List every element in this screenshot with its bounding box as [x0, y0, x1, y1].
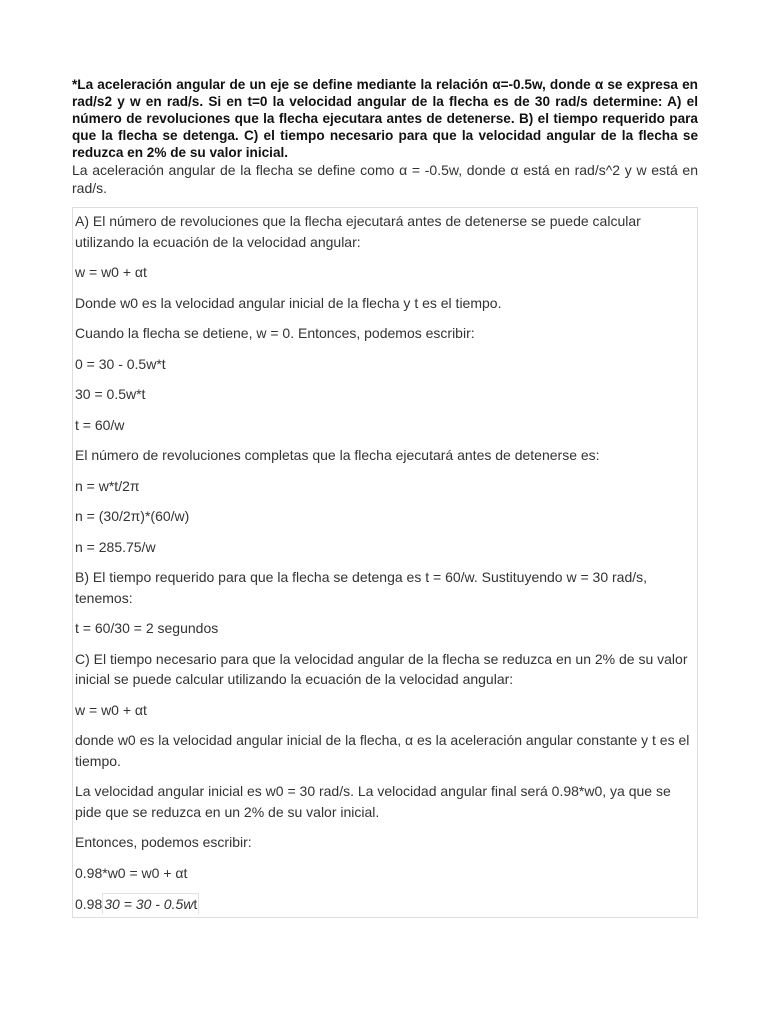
inline-equation: 30 = 30 - 0.5w [104, 896, 194, 912]
answer-paragraph: La velocidad angular inicial es w0 = 30 rad/s. La velocidad angular final será 0.98*w0, ya que se pide que se reduzca en un 2% de su valor inicial. [75, 783, 671, 820]
answer-paragraph: n = 285.75/w [75, 538, 156, 555]
answer-paragraph: A) El número de revoluciones que la flecha ejecutará antes de detenerse se puede calcular utilizando la ecuación de la velocidad angular: [75, 213, 641, 250]
answer-paragraph: 0.98*w0 = w0 + αt [75, 864, 188, 881]
document-page [72, 0, 698, 918]
answer-paragraph: B) El tiempo requerido para que la flecha se detenga es t = 60/w. Sustituyendo w = 30 rad/s, tenemos: [75, 569, 648, 606]
answer-paragraph: C) El tiempo necesario para que la velocidad angular de la flecha se reduzca en un 2% de su valor inicial se puede calcular utilizando la ecuación de la velocidad angular: [75, 650, 688, 687]
answer-paragraph: t = 60/w [75, 416, 125, 433]
last-line-prefix: 0.98 [75, 896, 103, 912]
answer-box [72, 207, 698, 918]
answer-paragraph: w = w0 + αt [75, 701, 147, 718]
answer-paragraph: 0 = 30 - 0.5w*t [75, 355, 166, 372]
answer-paragraph: donde w0 es la velocidad angular inicial de la flecha, α es la aceleración angular constante y t es el tiempo. [75, 732, 690, 769]
question-text: *La aceleración angular de un eje se define mediante la relación α=-0.5w, donde α se expresa en rad/s2 y w en rad/s. Si en t=0 la velocidad angular de la flecha es de 30 rad/s determine: A) el número de revoluciones que la flecha ejecutara antes de detenerse. B) el tiempo requerido para que la flecha se detenga. C) el tiempo necesario para que la velocidad angular de la flecha se reduzca en 2% de su valor inicial. [72, 77, 698, 160]
answer-paragraph: Cuando la flecha se detiene, w = 0. Entonces, podemos escribir: [75, 325, 475, 341]
answer-paragraph: n = w*t/2π [75, 477, 140, 494]
answer-last-line [73, 893, 697, 915]
answer-paragraph: w = w0 + αt [75, 264, 147, 280]
answer-paragraph: El número de revoluciones completas que la flecha ejecutará antes de detenerse es: [75, 447, 600, 463]
intro-text: La aceleración angular de la flecha se define como α = -0.5w, donde α está en rad/s^2 y w está en rad/s. [72, 162, 698, 196]
answer-paragraph: 30 = 0.5w*t [75, 386, 146, 402]
answer-paragraph: n = (30/2π)*(60/w) [75, 508, 190, 524]
inline-equation-suffix: t [193, 896, 198, 912]
answer-paragraph: Donde w0 es la velocidad angular inicial de la flecha y t es el tiempo. [75, 294, 502, 311]
inline-equation-box [102, 893, 199, 914]
answer-paragraph: t = 60/30 = 2 segundos [75, 620, 219, 636]
answer-paragraph: Entonces, podemos escribir: [75, 834, 252, 850]
